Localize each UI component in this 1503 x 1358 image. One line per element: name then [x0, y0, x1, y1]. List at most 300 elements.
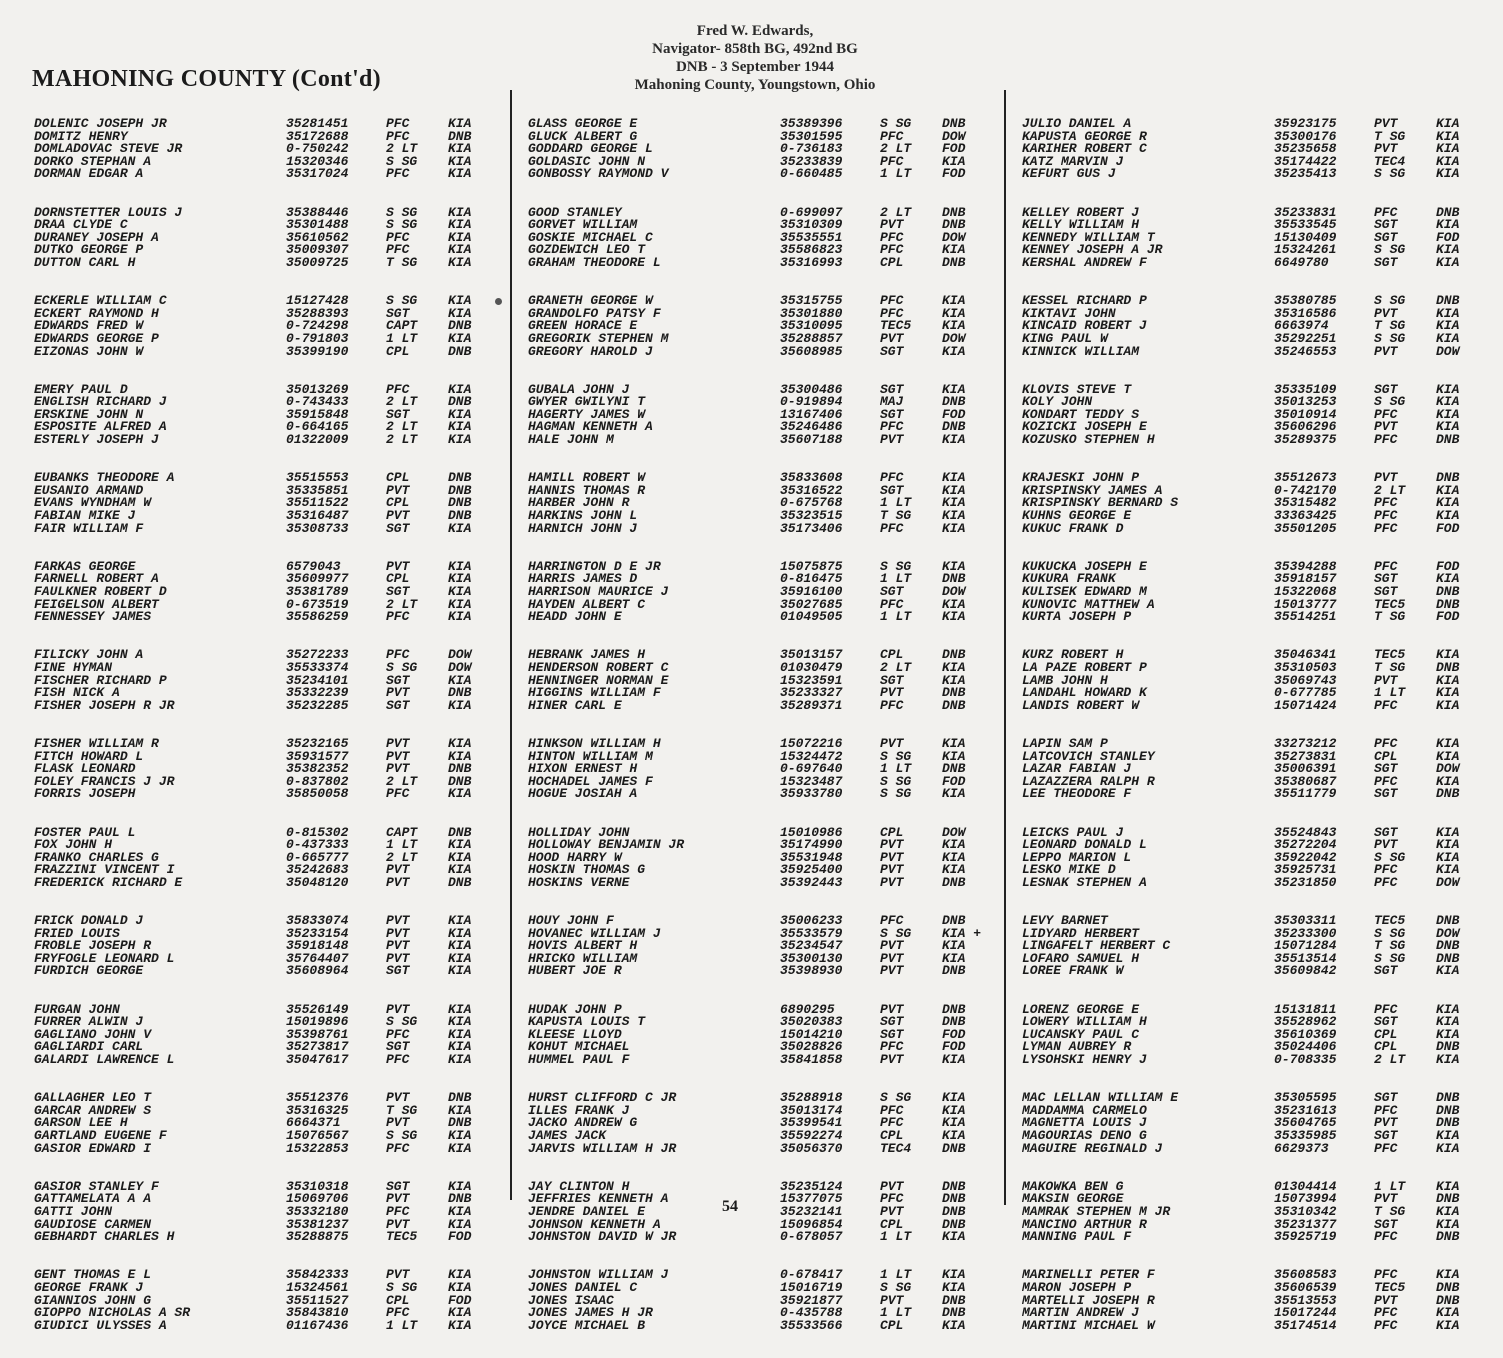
- roster-status: KIA: [448, 862, 472, 878]
- roster-rank: CPL: [1374, 1026, 1398, 1042]
- roster-serial-number: 35231613: [1274, 1102, 1337, 1118]
- roster-name: GARCAR ANDREW S: [34, 1102, 152, 1118]
- roster-status: KIA: [448, 1317, 472, 1333]
- roster-status: KIA: [942, 318, 966, 334]
- roster-status: KIA: [1436, 1014, 1460, 1030]
- roster-rank: S SG: [880, 925, 912, 941]
- roster-status: KIA: [448, 1102, 472, 1118]
- roster-serial-number: 35315482: [1274, 495, 1337, 511]
- roster-name: KOZICKI JOSEPH E: [1022, 419, 1147, 435]
- roster-rank: 1 LT: [880, 609, 912, 625]
- roster-rank: PFC: [880, 293, 904, 309]
- roster-rank: SGT: [1374, 254, 1398, 270]
- roster-rank: PVT: [880, 330, 904, 346]
- roster-rank: SGT: [386, 1039, 410, 1055]
- roster-rank: S SG: [880, 116, 912, 131]
- roster-serial-number: 35524843: [1274, 824, 1337, 840]
- roster-serial-number: 0-677785: [1274, 685, 1337, 701]
- roster-serial-number: 35317024: [286, 166, 349, 182]
- roster-rank: TEC5: [1374, 596, 1406, 612]
- roster-serial-number: 35288875: [286, 1229, 349, 1245]
- roster-name: GASIOR STANLEY F: [34, 1178, 159, 1194]
- roster-rank: SGT: [1374, 1127, 1398, 1143]
- roster-serial-number: 35272233: [286, 647, 349, 663]
- roster-rank: PFC: [1374, 1001, 1398, 1017]
- roster-serial-number: 35273831: [1274, 748, 1337, 764]
- roster-status: KIA: [942, 659, 966, 675]
- roster-rank: 1 LT: [1374, 685, 1406, 701]
- roster-name: KUKURA FRANK: [1022, 571, 1116, 587]
- roster-serial-number: 33363425: [1274, 508, 1337, 524]
- roster-serial-number: 6890295: [780, 1001, 835, 1017]
- roster-serial-number: 35514251: [1274, 609, 1337, 625]
- roster-name: FABIAN MIKE J: [34, 508, 136, 524]
- roster-serial-number: 35392443: [780, 874, 843, 890]
- roster-status: KIA: [942, 305, 966, 321]
- roster-serial-number: 35533566: [780, 1317, 843, 1333]
- roster-status: KIA: [448, 1305, 472, 1321]
- roster-name: LANDIS ROBERT W: [1022, 697, 1140, 713]
- roster-status: KIA: [448, 697, 472, 713]
- roster-serial-number: 15324561: [286, 1279, 349, 1295]
- roster-status: KIA: [448, 1127, 472, 1143]
- roster-name: LATCOVICH STANLEY: [1022, 748, 1155, 764]
- roster-rank: 2 LT: [386, 141, 418, 157]
- roster-rank: PVT: [386, 558, 410, 574]
- roster-rank: PFC: [1374, 495, 1398, 511]
- roster-status: KIA: [448, 293, 472, 309]
- roster-name: HARNICH JOHN J: [528, 520, 638, 536]
- roster-rank: T SG: [880, 508, 912, 524]
- roster-name: HINKSON WILLIAM H: [528, 735, 661, 751]
- roster-serial-number: 35289371: [780, 697, 843, 713]
- roster-rank: PFC: [880, 153, 904, 169]
- roster-name: MARTIN ANDREW J: [1022, 1305, 1140, 1321]
- roster-rank: PFC: [880, 470, 904, 486]
- roster-rank: SGT: [386, 672, 410, 688]
- roster-rank: PVT: [386, 925, 410, 941]
- roster-name: GIANNIOS JOHN G: [34, 1292, 152, 1308]
- roster-rank: SGT: [386, 697, 410, 713]
- roster-name: KRISPINSKY BERNARD S: [1022, 495, 1179, 511]
- roster-serial-number: 35842333: [286, 1267, 349, 1283]
- roster-name: MAGNETTA LOUIS J: [1022, 1115, 1147, 1131]
- roster-name: HOGUE JOSIAH A: [528, 786, 638, 802]
- roster-status: DOW: [1436, 761, 1460, 777]
- roster-status: KIA: [1436, 406, 1460, 422]
- roster-status: DNB: [448, 128, 472, 144]
- roster-name: LESKO MIKE D: [1022, 862, 1116, 878]
- roster-name: KIKTAVI JOHN: [1022, 305, 1116, 321]
- roster-status: KIA: [942, 950, 966, 966]
- roster-serial-number: 35533374: [286, 659, 349, 675]
- roster-name: LAPIN SAM P: [1022, 735, 1108, 751]
- roster-name: GONBOSSY RAYMOND V: [528, 166, 669, 182]
- roster-rank: SGT: [386, 520, 410, 536]
- roster-status: DNB: [942, 1178, 966, 1194]
- roster-status: FOD: [942, 141, 966, 157]
- roster-name: LAZAR FABIAN J: [1022, 761, 1132, 777]
- roster-rank: SGT: [386, 305, 410, 321]
- roster-status: DNB: [1436, 1039, 1460, 1055]
- roster-status: DNB: [1436, 1292, 1460, 1308]
- roster-serial-number: 35833608: [780, 470, 843, 486]
- roster-serial-number: 35511527: [286, 1292, 349, 1308]
- roster-name: DUTTON CARL H: [34, 254, 136, 270]
- roster-name: EUBANKS THEODORE A: [34, 470, 175, 486]
- roster-status: KIA: [942, 1102, 966, 1118]
- roster-rank: TEC5: [386, 1229, 418, 1245]
- roster-serial-number: 35531948: [780, 849, 843, 865]
- roster-rank: SGT: [880, 584, 904, 599]
- roster-status: DNB: [1436, 596, 1460, 612]
- roster-name: JOHNSON KENNETH A: [528, 1216, 661, 1232]
- roster-name: GATTI JOHN: [34, 1203, 113, 1219]
- roster-serial-number: 6579043: [286, 558, 341, 574]
- roster-status: KIA: [448, 672, 472, 688]
- roster-name: FAULKNER ROBERT D: [34, 584, 167, 599]
- roster-serial-number: 35916100: [780, 584, 843, 599]
- roster-name: GREGORY HAROLD J: [528, 343, 653, 359]
- roster-status: KIA: [448, 1140, 472, 1156]
- roster-status: DNB: [448, 1115, 472, 1131]
- roster-status: KIA: [1436, 217, 1460, 233]
- roster-rank: SGT: [1374, 1090, 1398, 1106]
- roster-name: KULISEK EDWARD M: [1022, 584, 1147, 599]
- roster-rank: S SG: [880, 773, 912, 789]
- roster-rank: S SG: [880, 1279, 912, 1295]
- roster-rank: 2 LT: [386, 596, 418, 612]
- roster-rank: S SG: [880, 558, 912, 574]
- roster-rank: PFC: [1374, 1229, 1398, 1245]
- roster-status: DNB: [448, 508, 472, 524]
- roster-rank: PFC: [1374, 558, 1398, 574]
- roster-status: FOD: [942, 1039, 966, 1055]
- roster-name: HOSKINS VERNE: [528, 874, 630, 890]
- roster-serial-number: 35382352: [286, 761, 349, 777]
- roster-serial-number: 0-664165: [286, 419, 349, 435]
- roster-serial-number: 0-837802: [286, 773, 349, 789]
- roster-name: FARKAS GEORGE: [34, 558, 136, 574]
- roster-name: HEBRANK JAMES H: [528, 647, 646, 663]
- roster-status: FOD: [1436, 520, 1460, 536]
- roster-rank: S SG: [1374, 293, 1406, 309]
- roster-serial-number: 35915848: [286, 406, 349, 422]
- roster-serial-number: 35233327: [780, 685, 843, 701]
- roster-rank: PFC: [386, 381, 410, 397]
- roster-name: DORNSTETTER LOUIS J: [34, 204, 183, 220]
- roster-rank: PFC: [386, 1026, 410, 1042]
- roster-status: KIA: [448, 1178, 472, 1194]
- roster-status: KIA: [1436, 508, 1460, 524]
- roster-status: DNB: [1436, 584, 1460, 599]
- roster-serial-number: 15131811: [1274, 1001, 1337, 1017]
- roster-name: GRANETH GEORGE W: [528, 293, 653, 309]
- roster-name: LOREE FRANK W: [1022, 963, 1124, 979]
- roster-status: DNB: [942, 1203, 966, 1219]
- roster-serial-number: 35010914: [1274, 406, 1337, 422]
- roster-serial-number: 35513514: [1274, 950, 1337, 966]
- roster-name: HOCHADEL JAMES F: [528, 773, 653, 789]
- roster-name: FREDERICK RICHARD E: [34, 874, 183, 890]
- roster-name: GEBHARDT CHARLES H: [34, 1229, 175, 1245]
- roster-name: KRISPINSKY JAMES A: [1022, 482, 1163, 498]
- roster-name: KLOVIS STEVE T: [1022, 381, 1132, 397]
- roster-name: GREGORIK STEPHEN M: [528, 330, 669, 346]
- roster-serial-number: 35046341: [1274, 647, 1337, 663]
- roster-rank: SGT: [1374, 824, 1398, 840]
- roster-rank: PFC: [1374, 1305, 1398, 1321]
- roster-serial-number: 35316325: [286, 1102, 349, 1118]
- roster-name: LEPPO MARION L: [1022, 849, 1132, 865]
- roster-status: DNB: [942, 1140, 966, 1156]
- roster-serial-number: 35332180: [286, 1203, 349, 1219]
- roster-status: KIA: [448, 141, 472, 157]
- roster-serial-number: 35173406: [780, 520, 843, 536]
- roster-rank: SGT: [1374, 963, 1398, 979]
- roster-name: FOX JOHN H: [34, 837, 113, 853]
- roster-serial-number: 6664371: [286, 1115, 341, 1131]
- roster-rank: 2 LT: [386, 394, 418, 410]
- roster-rank: SGT: [1374, 571, 1398, 587]
- roster-name: FEIGELSON ALBERT: [34, 596, 159, 612]
- roster-name: EIZONAS JOHN W: [34, 343, 144, 359]
- roster-status: KIA: [448, 432, 472, 448]
- roster-serial-number: 35235124: [780, 1178, 843, 1194]
- roster-name: ILLES FRANK J: [528, 1102, 630, 1118]
- roster-rank: CPL: [386, 470, 410, 486]
- roster-serial-number: 35380785: [1274, 293, 1337, 309]
- roster-serial-number: 35288393: [286, 305, 349, 321]
- roster-status: DNB: [942, 1001, 966, 1017]
- roster-rank: PFC: [1374, 520, 1398, 536]
- roster-serial-number: 35925400: [780, 862, 843, 878]
- roster-serial-number: 0-736183: [780, 141, 843, 157]
- roster-name: HOLLIDAY JOHN: [528, 824, 630, 840]
- roster-status: DOW: [942, 824, 966, 840]
- roster-name: KELLEY ROBERT J: [1022, 204, 1140, 220]
- roster-status: FOD: [1436, 609, 1460, 625]
- roster-name: JONES JAMES H JR: [528, 1305, 653, 1321]
- roster-rank: PVT: [1374, 1115, 1398, 1131]
- roster-name: GIUDICI ULYSSES A: [34, 1317, 167, 1333]
- roster-rank: CPL: [880, 824, 904, 840]
- roster-serial-number: 15377075: [780, 1191, 843, 1207]
- roster-serial-number: 35511522: [286, 495, 349, 511]
- roster-name: MADDAMMA CARMELO: [1022, 1102, 1147, 1118]
- roster-rank: 1 LT: [880, 1305, 912, 1321]
- roster-rank: 1 LT: [386, 330, 418, 346]
- roster-rank: PVT: [880, 735, 904, 751]
- roster-rank: PVT: [880, 874, 904, 890]
- roster-serial-number: 35300130: [780, 950, 843, 966]
- roster-status: KIA: [448, 571, 472, 587]
- roster-serial-number: 0-919894: [780, 394, 843, 410]
- roster-name: MARTINI MICHAEL W: [1022, 1317, 1155, 1333]
- roster-status: KIA: [1436, 1026, 1460, 1042]
- roster-rank: S SG: [1374, 849, 1406, 865]
- roster-name: MANCINO ARTHUR R: [1022, 1216, 1147, 1232]
- roster-rank: PFC: [1374, 204, 1398, 220]
- roster-rank: PVT: [1374, 305, 1398, 321]
- roster-status: DNB: [1436, 1090, 1460, 1106]
- roster-status: KIA: [448, 330, 472, 346]
- roster-status: KIA: [1436, 242, 1460, 258]
- roster-rank: PVT: [386, 938, 410, 954]
- roster-status: KIA: [448, 735, 472, 751]
- roster-serial-number: 35323515: [780, 508, 843, 524]
- roster-rank: PVT: [386, 1115, 410, 1131]
- roster-status: KIA: [448, 913, 472, 929]
- roster-name: HAMILL ROBERT W: [528, 470, 646, 486]
- roster-serial-number: 35533579: [780, 925, 843, 941]
- roster-name: FROBLE JOSEPH R: [34, 938, 152, 954]
- roster-serial-number: 15075875: [780, 558, 843, 574]
- roster-name: MAC LELLAN WILLIAM E: [1022, 1090, 1179, 1106]
- roster-serial-number: 15019896: [286, 1014, 349, 1030]
- column-divider-1: [510, 90, 512, 1200]
- roster-serial-number: 0-675768: [780, 495, 843, 511]
- roster-rank: PFC: [880, 520, 904, 536]
- roster-name: KOZUSKO STEPHEN H: [1022, 432, 1155, 448]
- roster-serial-number: 35610562: [286, 229, 349, 245]
- roster-rank: 2 LT: [386, 419, 418, 435]
- roster-serial-number: 35069743: [1274, 672, 1337, 688]
- roster-serial-number: 15130409: [1274, 229, 1337, 245]
- roster-serial-number: 35316993: [780, 254, 843, 270]
- roster-status: DNB: [1436, 786, 1460, 802]
- roster-rank: CPL: [880, 647, 904, 663]
- roster-serial-number: 0-665777: [286, 849, 349, 865]
- roster-status: KIA: [1436, 254, 1460, 270]
- roster-rank: TEC5: [880, 318, 912, 334]
- roster-serial-number: 0-660485: [780, 166, 843, 182]
- roster-status: KIA: [942, 1229, 966, 1245]
- roster-serial-number: 35246553: [1274, 343, 1337, 359]
- document-header: [540, 22, 970, 94]
- roster-serial-number: 35512376: [286, 1090, 349, 1106]
- roster-status: KIA: [1436, 862, 1460, 878]
- roster-status: KIA: [1436, 153, 1460, 169]
- roster-serial-number: 35843810: [286, 1305, 349, 1321]
- roster-status: KIA: [448, 1014, 472, 1030]
- roster-name: JOHNSTON WILLIAM J: [528, 1267, 669, 1283]
- roster-rank: PVT: [386, 735, 410, 751]
- roster-status: KIA: [942, 862, 966, 878]
- roster-name: FRYFOGLE LEONARD L: [34, 950, 175, 966]
- roster-status: KIA: [1436, 1178, 1460, 1194]
- roster-rank: S SG: [386, 204, 418, 220]
- roster-serial-number: 35310342: [1274, 1203, 1337, 1219]
- roster-status: KIA: [448, 584, 472, 599]
- roster-rank: 1 LT: [880, 571, 912, 587]
- roster-status: KIA: [1436, 495, 1460, 511]
- roster-status: KIA: [448, 596, 472, 612]
- roster-serial-number: 15013777: [1274, 596, 1337, 612]
- roster-rank: S SG: [880, 748, 912, 764]
- roster-status: KIA: [448, 938, 472, 954]
- roster-rank: SGT: [1374, 761, 1398, 777]
- roster-name: JONES ISAAC: [528, 1292, 614, 1308]
- roster-name: HOUY JOHN F: [528, 913, 614, 929]
- roster-rank: TEC5: [1374, 913, 1406, 929]
- roster-status: KIA: [942, 1317, 966, 1333]
- roster-serial-number: 35300486: [780, 381, 843, 397]
- roster-rank: TEC4: [1374, 153, 1406, 169]
- roster-serial-number: 15096854: [780, 1216, 843, 1232]
- roster-serial-number: 35513553: [1274, 1292, 1337, 1308]
- roster-name: MAKOWKA BEN G: [1022, 1178, 1124, 1194]
- roster-rank: S SG: [1374, 242, 1406, 258]
- roster-status: DNB: [448, 1191, 472, 1207]
- roster-name: GORVET WILLIAM: [528, 217, 638, 233]
- roster-status: FOD: [942, 166, 966, 182]
- roster-rank: SGT: [880, 343, 904, 359]
- roster-status: KIA: [448, 1203, 472, 1219]
- roster-status: KIA: [448, 381, 472, 397]
- roster-status: DNB: [942, 1305, 966, 1321]
- roster-serial-number: 35316586: [1274, 305, 1337, 321]
- roster-status: DNB: [942, 1191, 966, 1207]
- roster-name: KATZ MARVIN J: [1022, 153, 1124, 169]
- roster-name: GENT THOMAS E L: [34, 1267, 152, 1283]
- roster-serial-number: 35528962: [1274, 1014, 1337, 1030]
- roster-name: KUKUC FRANK D: [1022, 520, 1124, 536]
- roster-rank: T SG: [1374, 609, 1406, 625]
- roster-serial-number: 35231377: [1274, 1216, 1337, 1232]
- roster-name: DRAA CLYDE C: [34, 217, 128, 233]
- roster-rank: PVT: [1374, 1292, 1398, 1308]
- roster-rank: CPL: [880, 1216, 904, 1232]
- roster-serial-number: 35174422: [1274, 153, 1337, 169]
- roster-name: GALLAGHER LEO T: [34, 1090, 152, 1106]
- header-role: Navigator- 858th BG, 492nd BG: [652, 41, 858, 57]
- roster-name: HAGERTY JAMES W: [528, 406, 646, 422]
- roster-rank: S SG: [1374, 925, 1406, 941]
- roster-name: KINNICK WILLIAM: [1022, 343, 1140, 359]
- roster-status: DOW: [942, 584, 966, 599]
- roster-name: EMERY PAUL D: [34, 381, 128, 397]
- roster-rank: PVT: [1374, 116, 1398, 131]
- roster-rank: PVT: [386, 874, 410, 890]
- roster-rank: PFC: [386, 166, 410, 182]
- roster-rank: T SG: [1374, 659, 1406, 675]
- roster-rank: 1 LT: [880, 166, 912, 182]
- roster-name: ECKERT RAYMOND H: [34, 305, 159, 321]
- roster-rank: S SG: [386, 1014, 418, 1030]
- roster-rank: PVT: [880, 837, 904, 853]
- roster-status: KIA: [1436, 735, 1460, 751]
- roster-name: KENNEDY WILLIAM T: [1022, 229, 1155, 245]
- roster-serial-number: 35922042: [1274, 849, 1337, 865]
- roster-name: ESPOSITE ALFRED A: [34, 419, 167, 435]
- roster-name: LAZAZZERA RALPH R: [1022, 773, 1155, 789]
- roster-rank: S SG: [880, 1090, 912, 1106]
- roster-rank: PVT: [880, 1178, 904, 1194]
- roster-serial-number: 35918157: [1274, 571, 1337, 587]
- roster-serial-number: 35310309: [780, 217, 843, 233]
- roster-status: KIA: [1436, 141, 1460, 157]
- roster-name: JULIO DANIEL A: [1022, 116, 1132, 131]
- roster-serial-number: 35389396: [780, 116, 843, 131]
- roster-rank: SGT: [880, 381, 904, 397]
- roster-rank: PFC: [386, 242, 410, 258]
- roster-status: KIA: [1436, 571, 1460, 587]
- roster-name: FITCH HOWARD L: [34, 748, 144, 764]
- roster-serial-number: 35332239: [286, 685, 349, 701]
- roster-status: KIA: [942, 508, 966, 524]
- roster-serial-number: 35394288: [1274, 558, 1337, 574]
